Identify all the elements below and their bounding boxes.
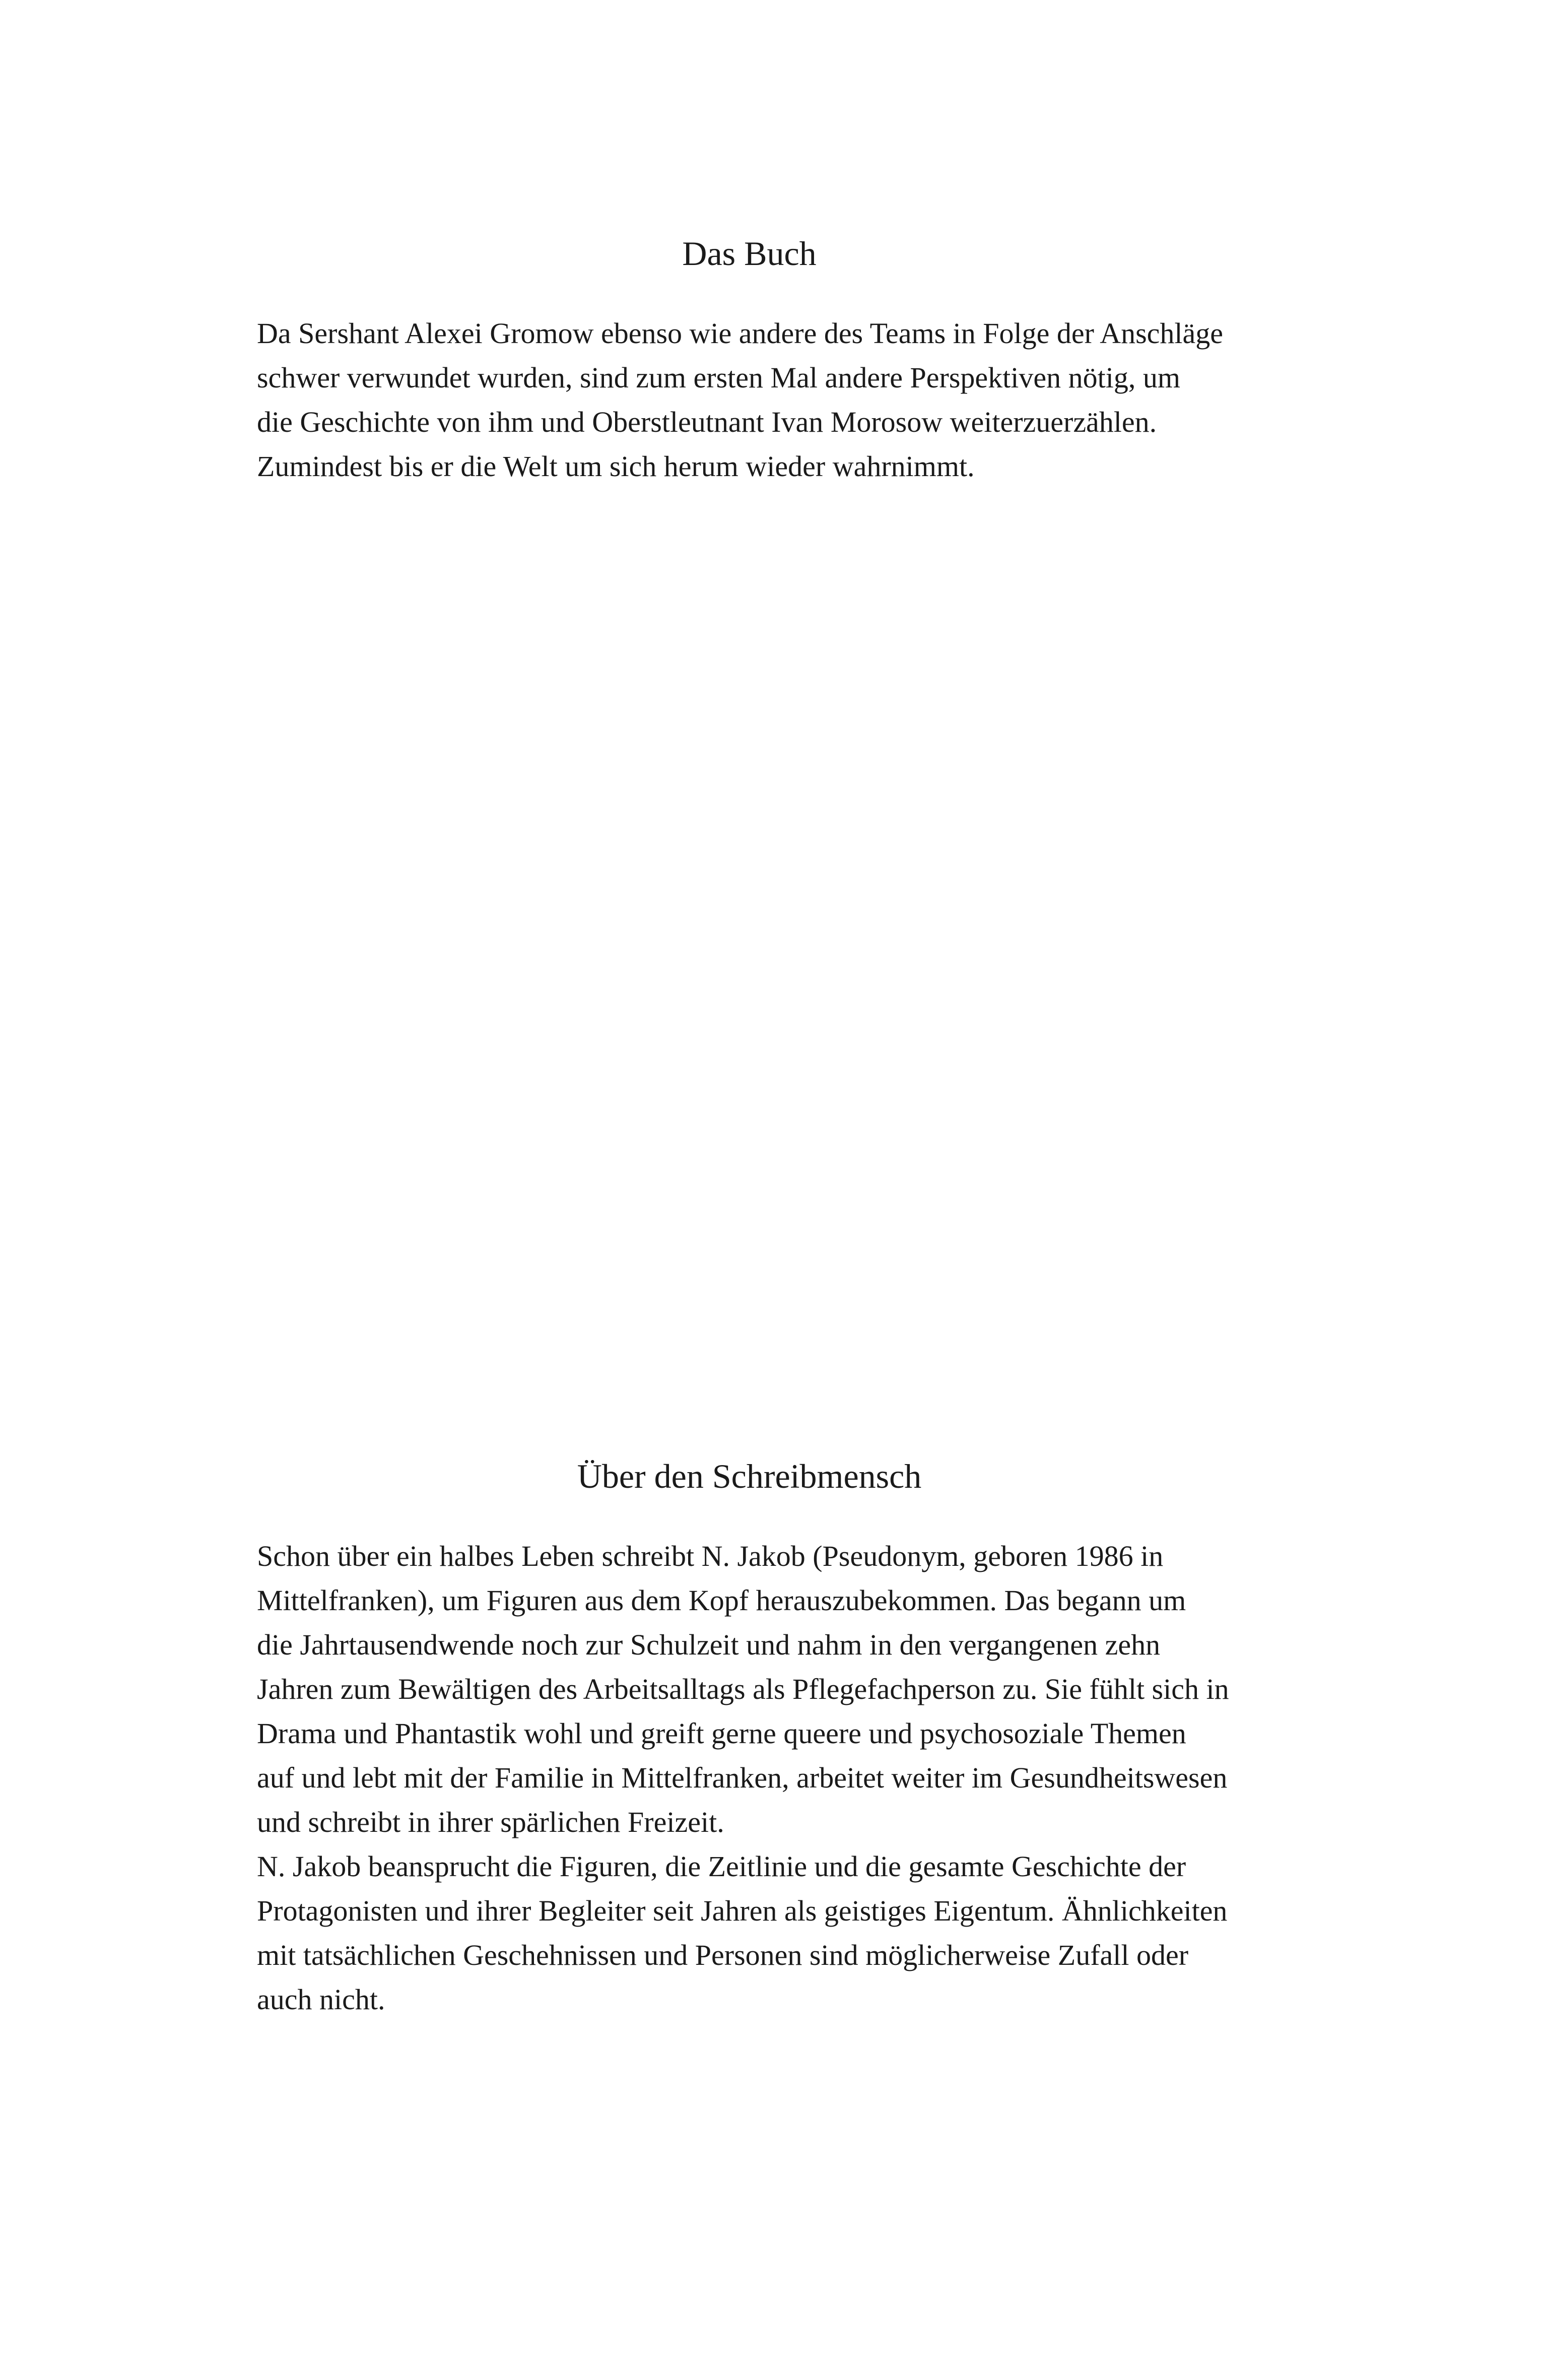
book-text-line: schwer verwundet wurden, sind zum ersten Mal andere Perspektiven nötig, um [257,361,1180,394]
author-text-line: Drama und Phantastik wohl und greift gerne queere und psychosoziale Themen [257,1717,1186,1750]
book-text-line: Da Sershant Alexei Gromow ebenso wie andere des Teams in Folge der Anschläge [257,317,1224,350]
author-text-line: mit tatsächlichen Geschehnissen und Personen sind möglicherweise Zufall oder [257,1939,1189,1971]
author-bio [257,1534,1242,2022]
book-heading: Das Buch [682,234,817,273]
author-text-line: die Jahrtausendwende noch zur Schulzeit und nahm in den vergangenen zehn [257,1628,1161,1661]
book-section [257,231,1242,489]
author-text-line: N. Jakob beansprucht die Figuren, die Zeitlinie und die gesamte Geschichte der [257,1850,1186,1883]
author-text-line: auch nicht. [257,1983,385,2016]
author-text-line: und schreibt in ihrer spärlichen Freizeit. [257,1806,724,1838]
book-text-line: die Geschichte von ihm und Oberstleutnant Ivan Morosow weiterzuerzählen. [257,406,1157,438]
book-description [257,311,1242,489]
author-text-line: Mittelfranken), um Figuren aus dem Kopf herauszubekommen. Das begann um [257,1584,1186,1617]
author-text-line: Protagonisten und ihrer Begleiter seit Jahren als geistiges Eigentum. Ähnlichkeiten [257,1894,1228,1927]
book-text-line: Zumindest bis er die Welt um sich herum wieder wahrnimmt. [257,450,975,483]
author-section [257,1453,1242,2022]
author-heading: Über den Schreibmensch [577,1457,922,1495]
author-text-line: Schon über ein halbes Leben schreibt N. Jakob (Pseudonym, geboren 1986 in [257,1540,1164,1572]
author-text-line: Jahren zum Bewältigen des Arbeitsalltags als Pflegefachperson zu. Sie fühlt sich in [257,1673,1229,1705]
author-text-line: auf und lebt mit der Familie in Mittelfranken, arbeitet weiter im Gesundheitswesen [257,1761,1228,1794]
